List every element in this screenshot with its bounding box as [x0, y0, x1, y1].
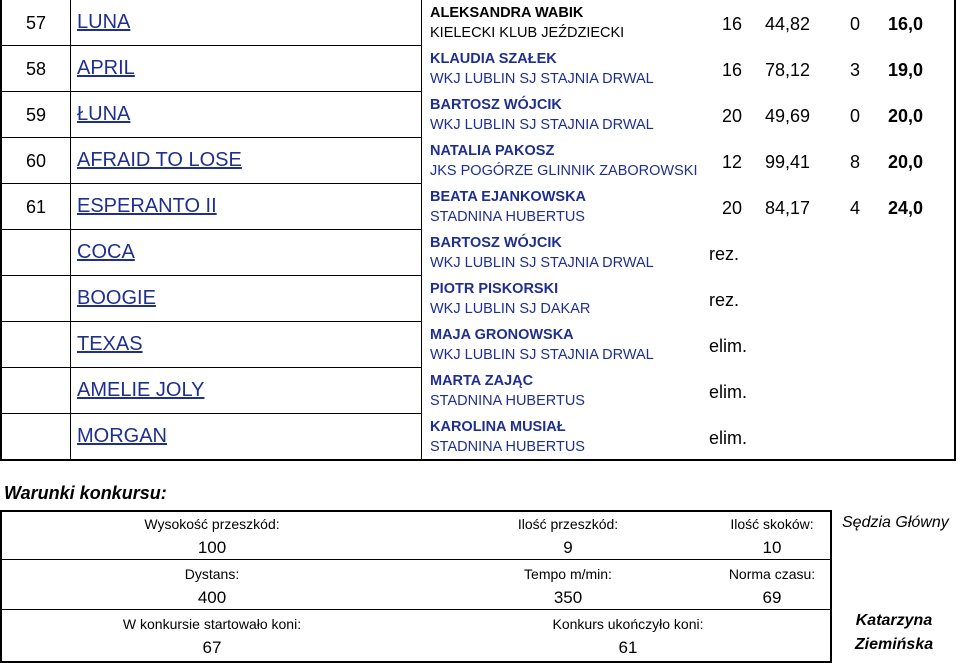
jumps-label: Ilość skoków:	[730, 516, 814, 532]
rider-cell	[422, 276, 956, 322]
points-value: 19,0	[888, 60, 924, 80]
finished-label: Konkurs ukończyło koni:	[552, 616, 704, 632]
place-cell	[2, 322, 71, 368]
rider-name: NATALIA PAKOSZ	[430, 143, 555, 159]
table-row	[2, 138, 956, 184]
horse-name[interactable]: AMELIE JOLY	[77, 379, 205, 401]
penalty-value: 20	[722, 106, 743, 126]
horse-name[interactable]: ŁUNA	[77, 103, 131, 125]
club-name: WKJ LUBLIN SJ STAJNIA DRWAL	[430, 347, 654, 363]
place-cell	[2, 414, 71, 460]
judge-last-name: Ziemińska	[854, 636, 934, 653]
result-status: elim.	[709, 336, 748, 356]
faults-value: 0	[850, 14, 861, 34]
height-label: Wysokość przeszkód:	[144, 516, 280, 532]
rider-name: MAJA GRONOWSKA	[430, 327, 574, 343]
distance-value: 400	[197, 588, 227, 607]
place-cell	[2, 46, 71, 92]
started-label: W konkursie startowało koni:	[122, 616, 302, 632]
faults-value: 3	[850, 60, 861, 80]
rider-name: BARTOSZ WÓJCIK	[430, 235, 562, 251]
table-row	[2, 230, 956, 276]
club-name: STADNINA HUBERTUS	[430, 209, 585, 225]
penalty-value: 16	[722, 14, 743, 34]
club-name: WKJ LUBLIN SJ STAJNIA DRWAL	[430, 71, 654, 87]
horse-cell	[71, 138, 422, 184]
table-row	[2, 46, 956, 92]
time-value: 84,17	[765, 198, 811, 218]
conditions-title: Warunki konkursu:	[4, 483, 167, 503]
club-name: WKJ LUBLIN SJ DAKAR	[430, 301, 591, 317]
tempo-label: Tempo m/min:	[524, 566, 612, 582]
table-row	[2, 368, 956, 414]
horse-name[interactable]: COCA	[77, 241, 135, 263]
place-cell	[2, 0, 71, 46]
time-value: 44,82	[765, 14, 811, 34]
horse-name[interactable]: ESPERANTO II	[77, 195, 217, 217]
horse-name[interactable]: TEXAS	[77, 333, 143, 355]
result-status: rez.	[709, 290, 740, 310]
rider-name: MARTA ZAJĄC	[430, 373, 534, 389]
time-norm-value: 69	[762, 588, 782, 607]
place-cell	[2, 230, 71, 276]
rider-cell	[422, 368, 956, 414]
conditions-table	[0, 510, 832, 663]
club-name: KIELECKI KLUB JEŹDZIECKI	[430, 25, 625, 41]
obstacles-value: 9	[563, 538, 573, 557]
horse-cell	[71, 230, 422, 276]
judge-title: Sędzia Główny	[842, 514, 949, 531]
rider-name: ALEKSANDRA WABIK	[430, 5, 584, 21]
horse-name[interactable]: APRIL	[77, 57, 135, 79]
started-value: 67	[202, 638, 222, 657]
rider-cell	[422, 184, 956, 230]
time-value: 49,69	[765, 106, 811, 126]
divider	[2, 559, 830, 560]
divider	[2, 609, 830, 610]
faults-value: 8	[850, 152, 861, 172]
rider-name: PIOTR PISKORSKI	[430, 281, 559, 297]
horse-cell	[71, 276, 422, 322]
horse-name[interactable]: BOOGIE	[77, 287, 156, 309]
rider-name: BARTOSZ WÓJCIK	[430, 97, 562, 113]
result-status: elim.	[709, 382, 748, 402]
horse-name[interactable]: AFRAID TO LOSE	[77, 149, 242, 171]
points-value: 20,0	[888, 106, 924, 126]
points-value: 24,0	[888, 198, 924, 218]
faults-value: 0	[850, 106, 861, 126]
rider-name: KLAUDIA SZAŁEK	[430, 51, 557, 67]
penalty-value: 20	[722, 198, 743, 218]
place-number: 58	[26, 59, 47, 79]
rider-cell	[422, 92, 956, 138]
rider-name: KAROLINA MUSIAŁ	[430, 419, 566, 435]
horse-name[interactable]: MORGAN	[77, 425, 167, 447]
place-number: 57	[26, 13, 47, 33]
club-name: JKS POGÓRZE GLINNIK ZABOROWSKI	[430, 163, 698, 179]
tempo-value: 350	[553, 588, 583, 607]
place-cell	[2, 368, 71, 414]
rider-cell	[422, 138, 956, 184]
rider-cell	[422, 46, 956, 92]
table-row	[2, 92, 956, 138]
place-number: 60	[26, 151, 47, 171]
judge-box	[832, 510, 960, 663]
horse-cell	[71, 414, 422, 460]
club-name: STADNINA HUBERTUS	[430, 439, 585, 455]
rider-cell	[422, 0, 956, 46]
penalty-value: 16	[722, 60, 743, 80]
time-value: 99,41	[765, 152, 811, 172]
time-norm-label: Norma czasu:	[728, 566, 816, 582]
judge-first-name: Katarzyna	[855, 612, 933, 629]
place-cell	[2, 184, 71, 230]
place-number: 59	[26, 105, 47, 125]
rider-cell	[422, 414, 956, 460]
club-name: STADNINA HUBERTUS	[430, 393, 585, 409]
horse-cell	[71, 92, 422, 138]
table-row	[2, 322, 956, 368]
height-value: 100	[197, 538, 227, 557]
club-name: WKJ LUBLIN SJ STAJNIA DRWAL	[430, 255, 654, 271]
place-number: 61	[26, 197, 47, 217]
obstacles-label: Ilość przeszkód:	[517, 516, 619, 532]
points-value: 20,0	[888, 152, 924, 172]
horse-cell	[71, 322, 422, 368]
rider-name: BEATA EJANKOWSKA	[430, 189, 587, 205]
place-cell	[2, 92, 71, 138]
horse-cell	[71, 46, 422, 92]
table-row	[2, 276, 956, 322]
table-row	[2, 0, 956, 46]
result-status: elim.	[709, 428, 748, 448]
jumps-value: 10	[762, 538, 782, 557]
faults-value: 4	[850, 198, 861, 218]
table-row	[2, 414, 956, 460]
result-status: rez.	[709, 244, 740, 264]
place-cell	[2, 276, 71, 322]
penalty-value: 12	[722, 152, 743, 172]
distance-label: Dystans:	[184, 566, 240, 582]
time-value: 78,12	[765, 60, 811, 80]
horse-name[interactable]: LUNA	[77, 11, 131, 33]
rider-cell	[422, 322, 956, 368]
table-row	[2, 184, 956, 230]
horse-cell	[71, 368, 422, 414]
rider-cell	[422, 230, 956, 276]
horse-cell	[71, 0, 422, 46]
finished-value: 61	[618, 638, 638, 657]
club-name: WKJ LUBLIN SJ STAJNIA DRWAL	[430, 117, 654, 133]
place-cell	[2, 138, 71, 184]
points-value: 16,0	[888, 14, 924, 34]
horse-cell	[71, 184, 422, 230]
